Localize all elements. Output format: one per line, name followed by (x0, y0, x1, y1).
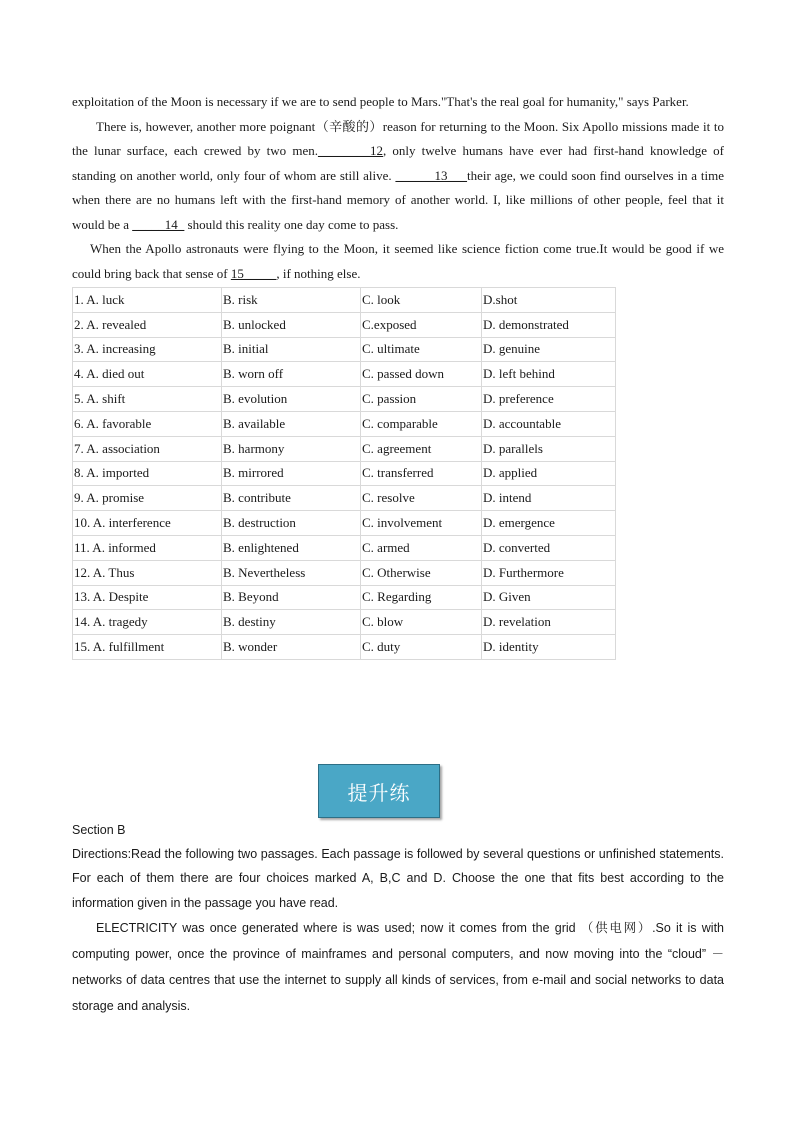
option-cell: D. demonstrated (482, 312, 616, 337)
blank-13: ______13___ (395, 167, 467, 183)
option-cell: C. Otherwise (361, 560, 482, 585)
table-row (73, 436, 616, 461)
paragraph-text: There is, however, another more poignant（辛酸的）reason for returning to the Moon. Six Apollo missions made it to the lunar surface, each crewed by two men. (72, 118, 724, 158)
section-b-heading: Section B (72, 823, 126, 837)
option-cell: D. preference (482, 387, 616, 412)
option-cell: C. resolve (361, 486, 482, 511)
option-cell: D. Given (482, 585, 616, 610)
option-cell: D. identity (482, 635, 616, 660)
option-cell: C. agreement (361, 436, 482, 461)
option-cell: D. applied (482, 461, 616, 486)
option-cell: 2. A. revealed (73, 312, 222, 337)
option-cell: C. Regarding (361, 585, 482, 610)
options-table (72, 287, 616, 660)
option-cell: 12. A. Thus (73, 560, 222, 585)
option-cell: 5. A. shift (73, 387, 222, 412)
option-cell: D. left behind (482, 362, 616, 387)
blank-14: _____14_ (132, 216, 185, 232)
option-cell: 9. A. promise (73, 486, 222, 511)
option-cell: 14. A. tragedy (73, 610, 222, 635)
option-cell: B. available (222, 411, 361, 436)
section-b (72, 818, 724, 1019)
option-cell: 1. A. luck (73, 288, 222, 313)
option-cell: 11. A. informed (73, 535, 222, 560)
option-cell: B. contribute (222, 486, 361, 511)
table-row (73, 362, 616, 387)
option-cell: C. involvement (361, 511, 482, 536)
table-row (73, 387, 616, 412)
option-cell: D. converted (482, 535, 616, 560)
table-row (73, 560, 616, 585)
table-row (73, 610, 616, 635)
option-cell: 3. A. increasing (73, 337, 222, 362)
option-cell: 6. A. favorable (73, 411, 222, 436)
banner-label: 提升练 (318, 764, 440, 818)
option-cell: D. genuine (482, 337, 616, 362)
section-banner (318, 764, 440, 818)
table-row (73, 312, 616, 337)
table-row (73, 635, 616, 660)
paragraph-text: , if nothing else. (276, 265, 361, 281)
option-cell: D. accountable (482, 411, 616, 436)
table-row (73, 461, 616, 486)
blank-15: 15_____ (230, 265, 277, 281)
option-cell: B. initial (222, 337, 361, 362)
option-cell: C. passion (361, 387, 482, 412)
section-b-paragraph-1: ELECTRICITY was once generated where is was used; now it comes from the grid （供电网）.So it is with computing power, once the province of mainframes and personal computers, and now moving into the “cloud” －networks of data centres that use the internet to supply all kinds of services, from e-mail and social networks to data storage and analysis. (72, 920, 724, 1013)
table-row (73, 486, 616, 511)
option-cell: 8. A. imported (73, 461, 222, 486)
option-cell: B. mirrored (222, 461, 361, 486)
option-cell: D. parallels (482, 436, 616, 461)
option-cell: 7. A. association (73, 436, 222, 461)
option-cell: B. Beyond (222, 585, 361, 610)
option-cell: C. look (361, 288, 482, 313)
cloze-passage (72, 90, 724, 660)
table-row (73, 411, 616, 436)
option-cell: 15. A. fulfillment (73, 635, 222, 660)
option-cell: B. destruction (222, 511, 361, 536)
option-cell: C. comparable (361, 411, 482, 436)
option-cell: D. intend (482, 486, 616, 511)
option-cell: C.exposed (361, 312, 482, 337)
passage-paragraph-1: exploitation of the Moon is necessary if we are to send people to Mars."That's the real goal for humanity," says Parker. (72, 94, 689, 109)
option-cell: B. worn off (222, 362, 361, 387)
table-row (73, 535, 616, 560)
option-cell: 4. A. died out (73, 362, 222, 387)
option-cell: B. harmony (222, 436, 361, 461)
option-cell: C. transferred (361, 461, 482, 486)
option-cell: B. wonder (222, 635, 361, 660)
table-row (73, 585, 616, 610)
option-cell: B. unlocked (222, 312, 361, 337)
option-cell: C. blow (361, 610, 482, 635)
option-cell: 13. A. Despite (73, 585, 222, 610)
paragraph-text: When the Apollo astronauts were flying to the Moon, it seemed like science fiction come true.It would be good if we could bring back that sense of (72, 241, 724, 281)
paragraph-text: should this reality one day come to pass. (187, 216, 399, 232)
table-row (73, 288, 616, 313)
option-cell: B. destiny (222, 610, 361, 635)
paragraph-text: , only twelve humans have ever had first-hand knowledge of standing on another world, only four of whom are still alive. (72, 143, 724, 183)
section-b-directions: Directions:Read the following two passages. Each passage is followed by several questions or unfinished statements. For each of them there are four choices marked A, B,C and D. Choose the one that fits best according to the information given in the passage you have read. (72, 847, 724, 910)
passage-paragraph-3 (72, 237, 724, 286)
paragraph-text: their age, we could soon find ourselves in a time when there are no humans left with the first-hand memory of another world. I, like millions of other people, feel that it would be a (72, 167, 724, 232)
table-row (73, 511, 616, 536)
passage-paragraph-2 (72, 115, 724, 238)
option-cell: C. ultimate (361, 337, 482, 362)
option-cell: D. emergence (482, 511, 616, 536)
option-cell: B. risk (222, 288, 361, 313)
option-cell: B. evolution (222, 387, 361, 412)
option-cell: 10. A. interference (73, 511, 222, 536)
table-row (73, 337, 616, 362)
option-cell: B. Nevertheless (222, 560, 361, 585)
option-cell: D.shot (482, 288, 616, 313)
option-cell: C. passed down (361, 362, 482, 387)
option-cell: D. Furthermore (482, 560, 616, 585)
option-cell: C. duty (361, 635, 482, 660)
option-cell: B. enlightened (222, 535, 361, 560)
blank-12: ________12 (317, 143, 383, 158)
option-cell: C. armed (361, 535, 482, 560)
option-cell: D. revelation (482, 610, 616, 635)
